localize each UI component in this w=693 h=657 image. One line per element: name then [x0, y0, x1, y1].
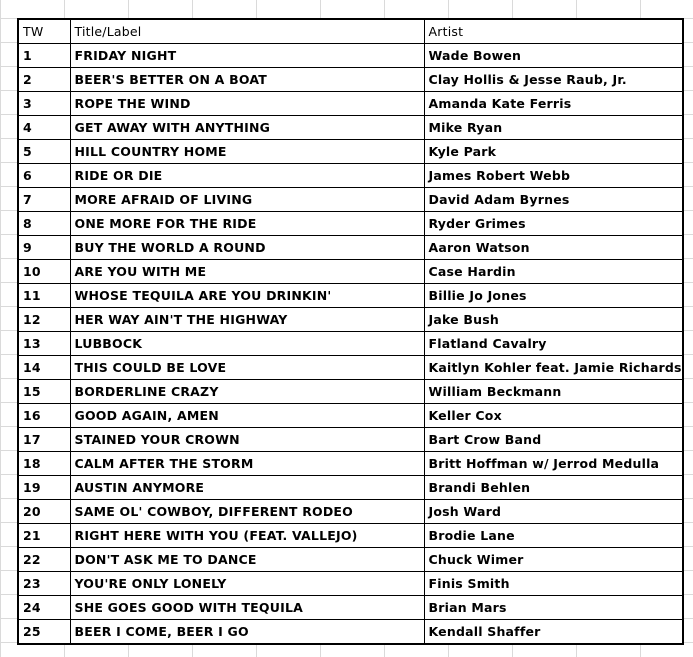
table-row	[18, 524, 683, 548]
rank-cell[interactable]: 2	[18, 68, 70, 92]
table-row	[18, 212, 683, 236]
rank-cell[interactable]: 16	[18, 404, 70, 428]
rank-cell[interactable]: 20	[18, 500, 70, 524]
table-row	[18, 188, 683, 212]
title-cell[interactable]: DON'T ASK ME TO DANCE	[70, 548, 424, 572]
artist-cell[interactable]: Kyle Park	[424, 140, 683, 164]
table-row	[18, 284, 683, 308]
rank-cell[interactable]: 22	[18, 548, 70, 572]
title-cell[interactable]: ONE MORE FOR THE RIDE	[70, 212, 424, 236]
title-cell[interactable]: RIGHT HERE WITH YOU (FEAT. VALLEJO)	[70, 524, 424, 548]
rank-cell[interactable]: 11	[18, 284, 70, 308]
artist-cell[interactable]: Ryder Grimes	[424, 212, 683, 236]
table-row	[18, 596, 683, 620]
table-row	[18, 164, 683, 188]
table-row	[18, 116, 683, 140]
rank-cell[interactable]: 3	[18, 92, 70, 116]
title-cell[interactable]: GET AWAY WITH ANYTHING	[70, 116, 424, 140]
artist-cell[interactable]: Flatland Cavalry	[424, 332, 683, 356]
rank-cell[interactable]: 24	[18, 596, 70, 620]
title-cell[interactable]: SAME OL' COWBOY, DIFFERENT RODEO	[70, 500, 424, 524]
rank-cell[interactable]: 12	[18, 308, 70, 332]
table-row	[18, 548, 683, 572]
rank-cell[interactable]: 19	[18, 476, 70, 500]
artist-cell[interactable]: Amanda Kate Ferris	[424, 92, 683, 116]
table-row	[18, 140, 683, 164]
table-row	[18, 308, 683, 332]
rank-cell[interactable]: 8	[18, 212, 70, 236]
table-row	[18, 572, 683, 596]
rank-cell[interactable]: 9	[18, 236, 70, 260]
table-row	[18, 68, 683, 92]
rank-cell[interactable]: 25	[18, 620, 70, 645]
rank-cell[interactable]: 15	[18, 380, 70, 404]
table-row	[18, 236, 683, 260]
chart-body	[18, 44, 683, 645]
artist-cell[interactable]: Brandi Behlen	[424, 476, 683, 500]
artist-cell[interactable]: Billie Jo Jones	[424, 284, 683, 308]
artist-cell[interactable]: Kaitlyn Kohler feat. Jamie Richards	[424, 356, 683, 380]
artist-cell[interactable]: Josh Ward	[424, 500, 683, 524]
title-cell[interactable]: BUY THE WORLD A ROUND	[70, 236, 424, 260]
title-cell[interactable]: CALM AFTER THE STORM	[70, 452, 424, 476]
table-row	[18, 92, 683, 116]
artist-cell[interactable]: Finis Smith	[424, 572, 683, 596]
artist-cell[interactable]: Wade Bowen	[424, 44, 683, 68]
title-cell[interactable]: THIS COULD BE LOVE	[70, 356, 424, 380]
rank-cell[interactable]: 21	[18, 524, 70, 548]
table-row	[18, 380, 683, 404]
artist-cell[interactable]: James Robert Webb	[424, 164, 683, 188]
title-cell[interactable]: FRIDAY NIGHT	[70, 44, 424, 68]
artist-cell[interactable]: Brian Mars	[424, 596, 683, 620]
artist-cell[interactable]: Keller Cox	[424, 404, 683, 428]
table-row	[18, 332, 683, 356]
table-row	[18, 404, 683, 428]
rank-cell[interactable]: 17	[18, 428, 70, 452]
title-cell[interactable]: YOU'RE ONLY LONELY	[70, 572, 424, 596]
artist-cell[interactable]: Brodie Lane	[424, 524, 683, 548]
artist-cell[interactable]: Case Hardin	[424, 260, 683, 284]
title-cell[interactable]: BEER I COME, BEER I GO	[70, 620, 424, 645]
rank-cell[interactable]: 23	[18, 572, 70, 596]
artist-cell[interactable]: Bart Crow Band	[424, 428, 683, 452]
rank-cell[interactable]: 7	[18, 188, 70, 212]
rank-cell[interactable]: 5	[18, 140, 70, 164]
rank-cell[interactable]: 4	[18, 116, 70, 140]
header-artist[interactable]: Artist	[424, 19, 683, 44]
table-row	[18, 620, 683, 645]
artist-cell[interactable]: David Adam Byrnes	[424, 188, 683, 212]
table-row	[18, 500, 683, 524]
chart-table	[17, 18, 684, 645]
table-row	[18, 452, 683, 476]
title-cell[interactable]: MORE AFRAID OF LIVING	[70, 188, 424, 212]
rank-cell[interactable]: 14	[18, 356, 70, 380]
title-cell[interactable]: AUSTIN ANYMORE	[70, 476, 424, 500]
table-row	[18, 260, 683, 284]
table-row	[18, 476, 683, 500]
artist-cell[interactable]: Chuck Wimer	[424, 548, 683, 572]
rank-cell[interactable]: 18	[18, 452, 70, 476]
title-cell[interactable]: BEER'S BETTER ON A BOAT	[70, 68, 424, 92]
header-tw[interactable]: TW	[18, 19, 70, 44]
title-cell[interactable]: STAINED YOUR CROWN	[70, 428, 424, 452]
table-row	[18, 356, 683, 380]
artist-cell[interactable]: Clay Hollis & Jesse Raub, Jr.	[424, 68, 683, 92]
title-cell[interactable]: ARE YOU WITH ME	[70, 260, 424, 284]
artist-cell[interactable]: William Beckmann	[424, 380, 683, 404]
artist-cell[interactable]: Aaron Watson	[424, 236, 683, 260]
title-cell[interactable]: BORDERLINE CRAZY	[70, 380, 424, 404]
title-cell[interactable]: RIDE OR DIE	[70, 164, 424, 188]
title-cell[interactable]: GOOD AGAIN, AMEN	[70, 404, 424, 428]
title-cell[interactable]: HILL COUNTRY HOME	[70, 140, 424, 164]
table-row	[18, 44, 683, 68]
title-cell[interactable]: LUBBOCK	[70, 332, 424, 356]
rank-cell[interactable]: 13	[18, 332, 70, 356]
table-row	[18, 428, 683, 452]
rank-cell[interactable]: 10	[18, 260, 70, 284]
title-cell[interactable]: SHE GOES GOOD WITH TEQUILA	[70, 596, 424, 620]
rank-cell[interactable]: 1	[18, 44, 70, 68]
artist-cell[interactable]: Kendall Shaffer	[424, 620, 683, 645]
artist-cell[interactable]: Mike Ryan	[424, 116, 683, 140]
header-title[interactable]: Title/Label	[70, 19, 424, 44]
title-cell[interactable]: HER WAY AIN'T THE HIGHWAY	[70, 308, 424, 332]
artist-cell[interactable]: Jake Bush	[424, 308, 683, 332]
title-cell[interactable]: WHOSE TEQUILA ARE YOU DRINKIN'	[70, 284, 424, 308]
title-cell[interactable]: ROPE THE WIND	[70, 92, 424, 116]
artist-cell[interactable]: Britt Hoffman w/ Jerrod Medulla	[424, 452, 683, 476]
header-row	[18, 19, 683, 44]
rank-cell[interactable]: 6	[18, 164, 70, 188]
